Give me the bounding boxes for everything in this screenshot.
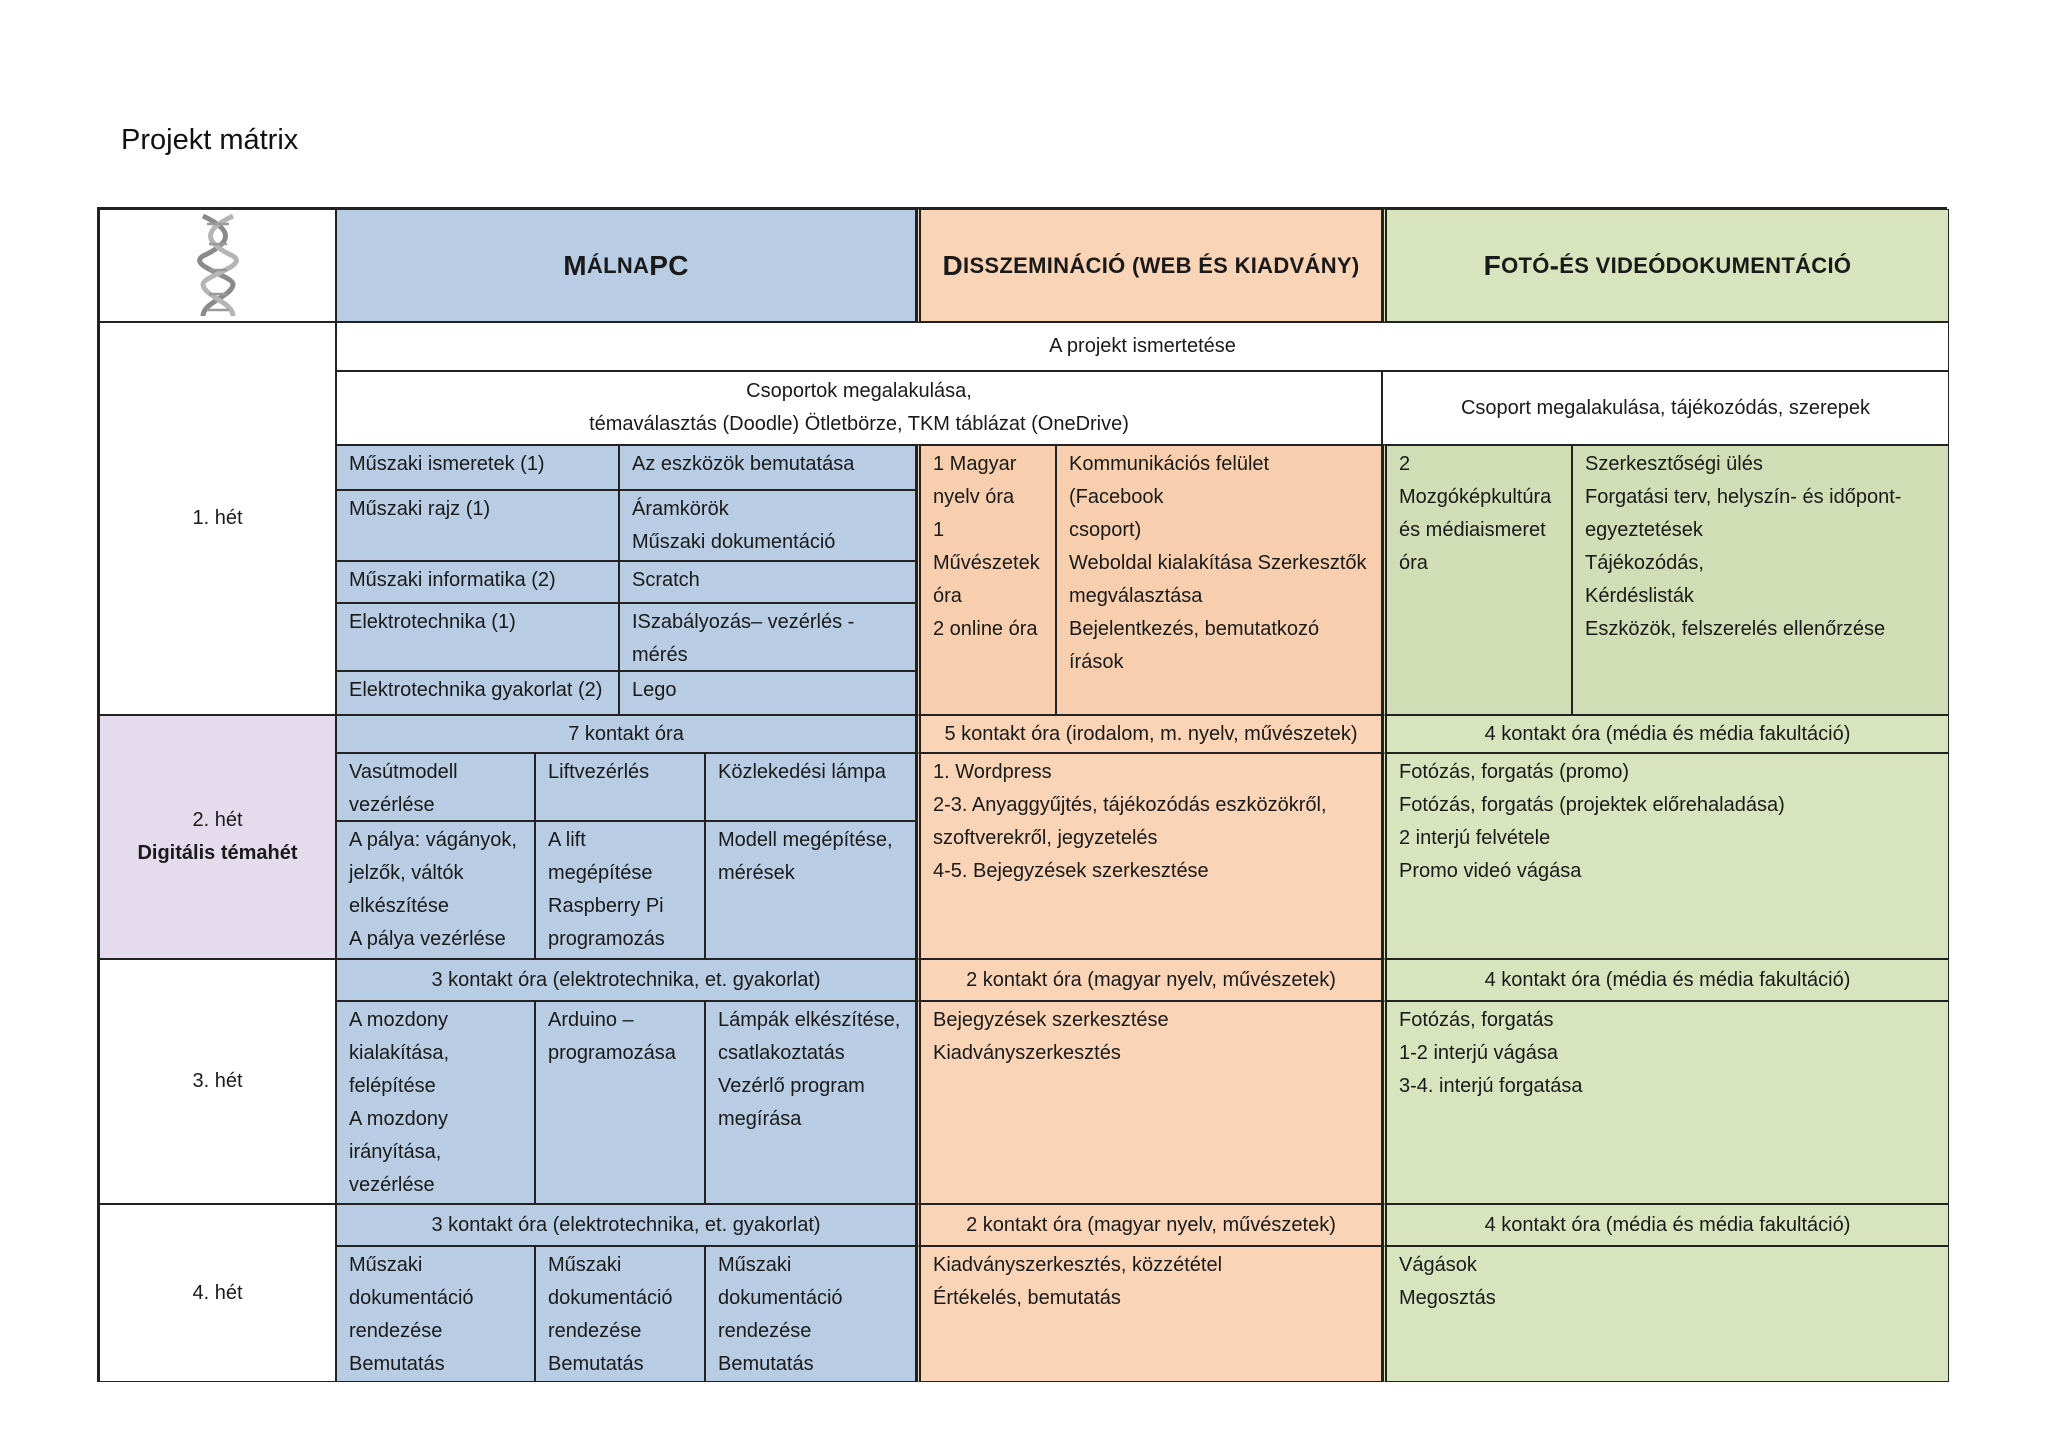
week1-groups	[336, 371, 1382, 445]
week1-foto-tasks	[1572, 445, 1949, 715]
week4-malna-task-line: dokumentáció	[349, 1287, 474, 1309]
week1-diss-task-line: megválasztása	[1069, 585, 1203, 607]
header-malnapc-smallcaps: ÁLNA	[586, 253, 650, 278]
week1-diss-task-line: Kommunikációs felület (Facebook	[1069, 453, 1270, 508]
week1-diss-hours-line: óra	[933, 585, 962, 607]
week2-label-text: 2. hét	[192, 809, 243, 831]
page-title: Projekt mátrix	[121, 124, 299, 156]
week1-diss-hours-line: 1 Magyar	[933, 453, 1017, 475]
week3-malna-task-line: Lámpák elkészítése,	[718, 1009, 901, 1031]
week3-malna-task-line: A mozdony	[349, 1009, 448, 1031]
week2-diss-line: 2-3. Anyaggyűjtés, tájékozódás eszközökről,	[933, 794, 1327, 816]
week1-malna-topic	[619, 490, 916, 561]
header-foto-smallcaps: OTÓ	[1501, 253, 1550, 278]
week1-diss-hours-line: Művészetek	[933, 552, 1040, 574]
week2-malna-task-line: A lift	[548, 829, 586, 851]
week1-malna-topic: Az eszközök bemutatása	[619, 445, 916, 490]
week2-foto-tasks	[1382, 753, 1949, 959]
week2-foto-line: Fotózás, forgatás (promo)	[1399, 761, 1630, 783]
week3-malna-task-line: felépítése	[349, 1075, 436, 1097]
week1-malna-topic: Lego	[619, 671, 916, 715]
week1-malna-subject: Műszaki rajz (1)	[336, 490, 619, 561]
header-foto-smallcaps-2: ÉS VIDEÓDOKUMENTÁCIÓ	[1559, 253, 1852, 278]
week3-contact-diss: 2 kontakt óra (magyar nyelv, művészetek)	[916, 959, 1382, 1001]
week2-diss-tasks	[916, 753, 1382, 959]
week3-malna-task-line: Arduino –	[548, 1009, 634, 1031]
week3-malna-task-line: kialakítása,	[349, 1042, 450, 1064]
week2-malna-task-line: Raspberry Pi	[548, 895, 664, 917]
week3-foto-line: Fotózás, forgatás	[1399, 1009, 1554, 1031]
week1-foto-task-line: Szerkesztőségi ülés	[1585, 453, 1763, 475]
week2-malna-task	[535, 821, 705, 959]
week1-label: 1. hét	[99, 322, 336, 715]
week1-foto-hours-line: óra	[1399, 552, 1428, 574]
week2-contact-foto: 4 kontakt óra (média és média fakultáció)	[1382, 715, 1949, 753]
week3-diss-tasks	[916, 1001, 1382, 1204]
week2-malna-task	[336, 821, 535, 959]
week4-malna-task-line: Bemutatás	[548, 1353, 644, 1375]
week3-diss-line: Kiadványszerkesztés	[933, 1042, 1121, 1064]
week3-contact-foto: 4 kontakt óra (média és média fakultáció)	[1382, 959, 1949, 1001]
week1-malna-topic-line: Műszaki dokumentáció	[632, 531, 836, 553]
week4-malna-task-line: Műszaki	[548, 1254, 622, 1276]
week1-foto-hours-line: Mozgóképkultúra	[1399, 486, 1552, 508]
week1-foto-hours-line: 2	[1399, 453, 1411, 475]
week4-diss-line: Értékelés, bemutatás	[933, 1287, 1121, 1309]
week1-diss-task-line: csoport)	[1069, 519, 1142, 541]
week2-malna-task-line: Vasútmodell	[349, 761, 458, 783]
week2-malna-task-line: A pálya: vágányok,	[349, 829, 517, 851]
week1-diss-task-line: Bejelentkezés, bemutatkozó	[1069, 618, 1320, 640]
week4-foto-line: Megosztás	[1399, 1287, 1496, 1309]
week2-malna-task-line: mérések	[718, 862, 795, 884]
week3-diss-line: Bejegyzések szerkesztése	[933, 1009, 1169, 1031]
week3-malna-task-line: irányítása,	[349, 1141, 442, 1163]
week3-malna-task-line: csatlakoztatás	[718, 1042, 845, 1064]
week4-contact-malna: 3 kontakt óra (elektrotechnika, et. gyakorlat)	[336, 1204, 916, 1246]
week3-malna-task-line: Vezérlő program	[718, 1075, 865, 1097]
week2-malna-task: Liftvezérlés	[535, 753, 705, 821]
week4-malna-task-line: rendezése	[718, 1320, 812, 1342]
header-malnapc-tail: PC	[649, 250, 689, 281]
week2-malna-task-line: elkészítése	[349, 895, 450, 917]
week2-contact-diss: 5 kontakt óra (irodalom, m. nyelv, művészetek)	[916, 715, 1382, 753]
week3-label: 3. hét	[99, 959, 336, 1204]
dna-helix-icon	[195, 212, 241, 320]
week3-malna-task-line: vezérlése	[349, 1174, 435, 1196]
week1-diss-tasks	[1056, 445, 1382, 715]
week3-malna-task-line: megírása	[718, 1108, 802, 1130]
week1-groups-line: témaválasztás (Doodle) Ötletbörze, TKM táblázat (OneDrive)	[589, 413, 1129, 435]
week4-contact-foto: 4 kontakt óra (média és média fakultáció)	[1382, 1204, 1949, 1246]
week1-malna-topic-line: ISzabályozás– vezérlés -	[632, 611, 855, 633]
logo-cell	[99, 209, 336, 322]
week1-malna-topic-line: Áramkörök	[632, 498, 729, 520]
week4-label: 4. hét	[99, 1204, 336, 1382]
week1-malna-subject: Műszaki ismeretek (1)	[336, 445, 619, 490]
week2-sublabel: Digitális témahét	[137, 842, 298, 864]
week1-diss-task-line: Weboldal kialakítása Szerkesztők	[1069, 552, 1367, 574]
week2-malna-task	[705, 821, 916, 959]
week2-malna-task-line: megépítése	[548, 862, 653, 884]
week2-label	[99, 715, 336, 959]
week2-contact-malna: 7 kontakt óra	[336, 715, 916, 753]
week3-malna-task-line: programozása	[548, 1042, 676, 1064]
week1-diss-hours-line: 1	[933, 519, 945, 541]
week1-diss-hours-line: nyelv óra	[933, 486, 1015, 508]
header-foto-video	[1382, 209, 1949, 322]
week4-malna-task-line: rendezése	[349, 1320, 443, 1342]
week2-malna-task	[336, 753, 535, 821]
week3-malna-task	[705, 1001, 916, 1204]
week1-diss-hours	[916, 445, 1056, 715]
header-diss-initial: D	[942, 250, 964, 281]
week1-malna-subject: Elektrotechnika gyakorlat (2)	[336, 671, 619, 715]
week4-malna-task-line: dokumentáció	[718, 1287, 843, 1309]
week1-groups-line: Csoportok megalakulása,	[746, 380, 972, 402]
week2-diss-line: szoftverekről, jegyzetelés	[933, 827, 1158, 849]
header-malnapc	[336, 209, 916, 322]
week1-diss-hours-line: 2 online óra	[933, 618, 1038, 640]
week2-malna-task-line: vezérlése	[349, 794, 435, 816]
project-matrix-table	[97, 207, 1947, 1382]
week4-diss-line: Kiadványszerkesztés, közzététel	[933, 1254, 1223, 1276]
week3-foto-line: 3-4. interjú forgatása	[1399, 1075, 1583, 1097]
week1-malna-subject: Elektrotechnika (1)	[336, 603, 619, 671]
week1-diss-task-line: írások	[1069, 651, 1124, 673]
week2-malna-task-line: programozás	[548, 928, 665, 950]
week2-malna-task-line: A pálya vezérlése	[349, 928, 506, 950]
week4-malna-task	[336, 1246, 535, 1382]
week3-foto-tasks	[1382, 1001, 1949, 1204]
week3-contact-malna: 3 kontakt óra (elektrotechnika, et. gyakorlat)	[336, 959, 916, 1001]
header-malnapc-initial: M	[563, 250, 587, 281]
week2-diss-line: 1. Wordpress	[933, 761, 1052, 783]
week1-foto-task-line: egyeztetések	[1585, 519, 1703, 541]
week2-malna-task: Közlekedési lámpa	[705, 753, 916, 821]
week1-malna-topic: Scratch	[619, 561, 916, 603]
week1-foto-task-line: Kérdéslisták	[1585, 585, 1694, 607]
week1-malna-subject: Műszaki informatika (2)	[336, 561, 619, 603]
week1-group-foto: Csoport megalakulása, tájékozódás, szerepek	[1382, 371, 1949, 445]
week4-malna-task-line: Bemutatás	[349, 1353, 445, 1375]
week4-diss-tasks	[916, 1246, 1382, 1382]
week1-intro: A projekt ismertetése	[336, 322, 1949, 371]
week2-malna-task-line: jelzők, váltók	[349, 862, 464, 884]
week3-foto-line: 1-2 interjú vágása	[1399, 1042, 1558, 1064]
week3-malna-task	[535, 1001, 705, 1204]
week1-foto-task-line: Eszközök, felszerelés ellenőrzése	[1585, 618, 1886, 640]
week3-malna-task	[336, 1001, 535, 1204]
week3-malna-task-line: A mozdony	[349, 1108, 448, 1130]
header-foto-dash: -	[1549, 250, 1560, 281]
week2-foto-line: Fotózás, forgatás (projektek előrehaladása)	[1399, 794, 1785, 816]
week4-malna-task-line: dokumentáció	[548, 1287, 673, 1309]
week4-malna-task	[535, 1246, 705, 1382]
week2-malna-task-line: Modell megépítése,	[718, 829, 893, 851]
week1-malna-topic	[619, 603, 916, 671]
header-diss-smallcaps: ISSZEMINÁCIÓ (WEB ÉS KIADVÁNY)	[963, 253, 1360, 278]
week4-malna-task-line: Műszaki	[718, 1254, 792, 1276]
week1-foto-task-line: Tájékozódás,	[1585, 552, 1704, 574]
week4-contact-diss: 2 kontakt óra (magyar nyelv, művészetek)	[916, 1204, 1382, 1246]
week1-malna-topic-line: mérés	[632, 644, 688, 666]
week1-foto-task-line: Forgatási terv, helyszín- és időpont-	[1585, 486, 1902, 508]
week4-malna-task	[705, 1246, 916, 1382]
week1-foto-hours-line: és médiaismeret	[1399, 519, 1546, 541]
week2-diss-line: 4-5. Bejegyzések szerkesztése	[933, 860, 1209, 882]
week4-malna-task-line: Bemutatás	[718, 1353, 814, 1375]
week4-malna-task-line: Műszaki	[349, 1254, 423, 1276]
week4-malna-task-line: rendezése	[548, 1320, 642, 1342]
week2-foto-line: Promo videó vágása	[1399, 860, 1582, 882]
header-foto-initial: F	[1483, 250, 1502, 281]
week4-foto-line: Vágások	[1399, 1254, 1477, 1276]
header-disszeminacio	[916, 209, 1382, 322]
week2-foto-line: 2 interjú felvétele	[1399, 827, 1551, 849]
week1-foto-hours	[1382, 445, 1572, 715]
week4-foto-tasks	[1382, 1246, 1949, 1382]
